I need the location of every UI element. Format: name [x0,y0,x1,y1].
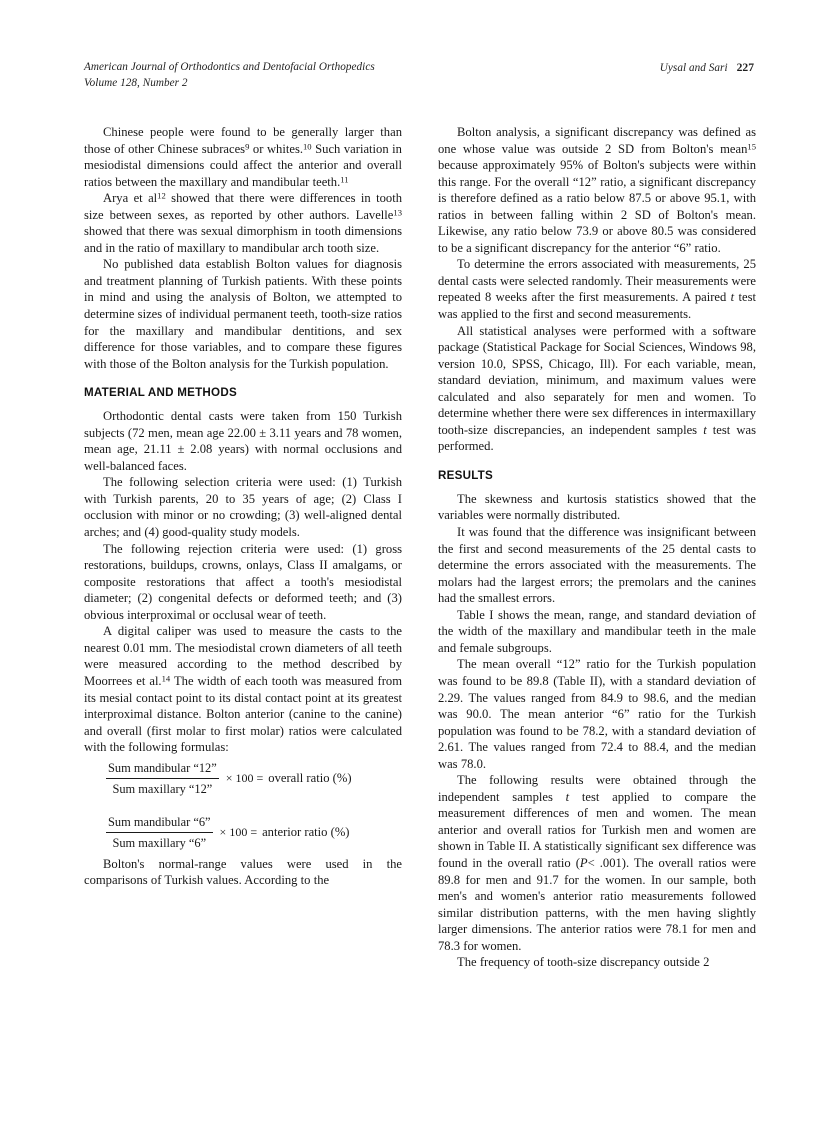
running-head-right [660,60,754,77]
fraction-bar [106,832,213,833]
para-mean-overall-ratio: The mean overall “12” ratio for the Turkish population was found to be 89.8 (Table II), with a standard deviation of 2.29. The values ranged from 84.9 to 98.6, and the median was 90.0. The mean anterior “6” ratio for the Turkish population was found to be 78.2, with a standard deviation of 2.61. The values ranged from 72.4 to 88.4, and the median was 78.0. [438,657,756,771]
formula-right-hand-side [220,825,350,840]
formula-block [84,756,402,856]
para-table-one: Table I shows the mean, range, and standard deviation of the width of the maxillary and mandibular teeth in the male and female subgroups. [438,607,756,655]
para-no-published-data: No published data establish Bolton values for diagnosis and treatment planning of Turkish patients. With these points in mind and using the analysis of Bolton, we attempted to determine sizes of individual permanent teeth, tooth-size ratios for the maxillary and mandibular dentitions, and sex difference for those variables, and to compare these figures with those of the Bolton analysis for the Turkish population. [84,257,402,371]
page-number: 227 [736,61,754,74]
fraction-denominator: Sum maxillary “6” [112,835,207,850]
para-skewness: The skewness and kurtosis statistics showed that the variables were normally distributed. [438,491,756,523]
formula-operator: × 100 = [225,771,264,786]
fraction [106,814,213,852]
para-errors-measurements: To determine the errors associated with measurements, 25 dental casts were selected randomly. Their measurements were repeated 8 weeks after the first measurements. A paired t test was applied to the first and second measurements. [438,257,756,322]
para-arya: Arya et al$^{12}$ showed that there were differences in tooth size between sexes, as reported by other authors. Lavelle$^{13}$ showed that there was sexual dimorphism in tooth dimensions and in the ratio of maxillary to mandibular arch tooth size. [84,190,402,255]
reference-marker: 15 [747,140,756,151]
running-head-authors: Uysal and Sari [659,62,728,74]
left-paragraphs-before-heading [84,124,402,372]
right-paragraphs-before-heading [438,124,756,455]
formula-right-hand-side [226,771,352,786]
section-heading-material-and-methods: MATERIAL AND METHODS [84,386,237,400]
column-left [84,124,402,889]
para-bolton-normal-range: Bolton's normal-range values were used in the comparisons of Turkish values. According to the [84,856,402,888]
para-chinese-people: Chinese people were found to be generally larger than those of other Chinese subraces$^9$ or whites.$^{10}$ Such variation in mesiodistal dimensions could affect the anterior and overall ratios between the maxillary and mandibular teeth.$^{11}$ [84,125,402,189]
para-difference-insignificant: It was found that the difference was insignificant between the first and second measurements of the 25 dental casts to determine the errors associated with the measurements. The molars had the largest errors; the premolars and the canines had the smallest errors. [438,525,756,606]
reference-marker: 14 [161,673,171,684]
para-following-results: The following results were obtained through the independent samples t test applied to compare the measurement differences of men and women. The mean anterior and overall ratios for Turkish men and women are shown in Table II. A statistically significant sex difference was found in the overall ratio (P< .001). The overall ratios were 89.8 for men and 91.7 for the women. In our sample, both men's and women's anterior ratio measurements followed similar distribution patterns, with the men having slightly larger dimensions. The anterior ratios were 78.1 for men and 78.3 for women. [438,773,756,953]
para-orthodontic-casts: Orthodontic dental casts were taken from 150 Turkish subjects (72 men, mean age 22.00 ± 3.11 years and 78 women, mean age, 21.11 ± 2.08 years) with normal occlusions and well-balanced faces. [84,409,402,473]
formula-anterior-ratio [106,810,402,856]
fraction-numerator: Sum mandibular “6” [108,814,211,829]
left-paragraphs-after-formulas [84,856,402,889]
para-selection-criteria: The following selection criteria were used: (1) Turkish with Turkish parents, 20 to 35 years of age; (2) Class I occlusion with minor or no crowding; (3) well-aligned dental arches; and (4) good-quality study models. [84,475,402,540]
running-head-left [84,60,375,91]
formula-overall-ratio [106,756,402,802]
spacer [84,372,402,385]
italic-term: P [579,855,588,870]
fraction-bar [106,778,219,779]
italic-term: t [730,290,735,305]
left-paragraphs-after-heading [84,408,402,755]
reference-marker: 9 [245,140,250,151]
para-statistical-analyses: All statistical analyses were performed with a software package (Statistical Package for Social Sciences, Windows 98, version 10.0, SPSS, Chicago, Ill). For each variable, mean, standard deviation, minimum, and maximum values were calculated and also separately for men and women. To determine whether there were sex differences in intermaxillary tooth-size discrepancies, an independent samples t test was performed. [438,323,756,454]
fraction [106,760,219,798]
formula-result-label: overall ratio (%) [268,771,352,786]
volume-issue: Volume 128, Number 2 [84,76,188,89]
fraction-denominator: Sum maxillary “12” [112,781,213,796]
reference-marker: 13 [393,207,402,218]
para-frequency-discrepancy: The frequency of tooth-size discrepancy outside 2 [457,955,710,970]
italic-term: t [703,422,707,437]
formula-result-label: anterior ratio (%) [262,825,350,840]
journal-title: American Journal of Orthodontics and Dentofacial Orthopedics [84,61,375,73]
spacer [438,483,756,491]
right-paragraphs-after-heading [438,491,756,971]
reference-marker: 12 [157,190,166,201]
section-heading-results: RESULTS [438,468,493,482]
para-rejection-criteria: The following rejection criteria were used: (1) gross restorations, buildups, crowns, onlays, Class II amalgams, or composite restorations that affect a tooth's mesiodistal diameter; (2) congenital defects or deformed teeth; and (3) obvious interproximal or occlusal wear of teeth. [84,541,402,622]
spacer [84,400,402,408]
italic-term: t [565,789,570,804]
para-digital-caliper: A digital caliper was used to measure the casts to the nearest 0.01 mm. The mesiodistal crown diameters of all teeth were measured according to the method described by Moorrees et al.$^{14}$ The width of each tooth was measured from its mesial contact point to its distal contact point at its greatest interproximal distance. Bolton anterior (canine to the canine) and overall (first molar to first molar) ratios were calculated with the following formulas: [84,624,402,755]
fraction-numerator: Sum mandibular “12” [108,760,217,775]
running-head [84,60,754,94]
para-bolton-analysis: Bolton analysis, a significant discrepancy was defined as one whose value was outside 2 SD from Bolton's mean$^{15}$ because approximately 95% of Bolton's subjects were within this range. For the overall “12” ratio, a significant discrepancy is therefore defined as a ratio below 87.5 or above 95.1, with ratios in between falling within 2 SD of Bolton's mean. Likewise, any ratio below 73.9 or above 80.5 was considered to be a significant discrepancy for the anterior “6” ratio. [438,125,756,255]
spacer [438,455,756,468]
reference-marker: 11 [340,174,349,185]
column-right [438,124,756,971]
spacer [84,802,402,810]
reference-marker: 10 [303,140,312,151]
body-columns [84,124,756,1054]
formula-operator: × 100 = [219,825,258,840]
